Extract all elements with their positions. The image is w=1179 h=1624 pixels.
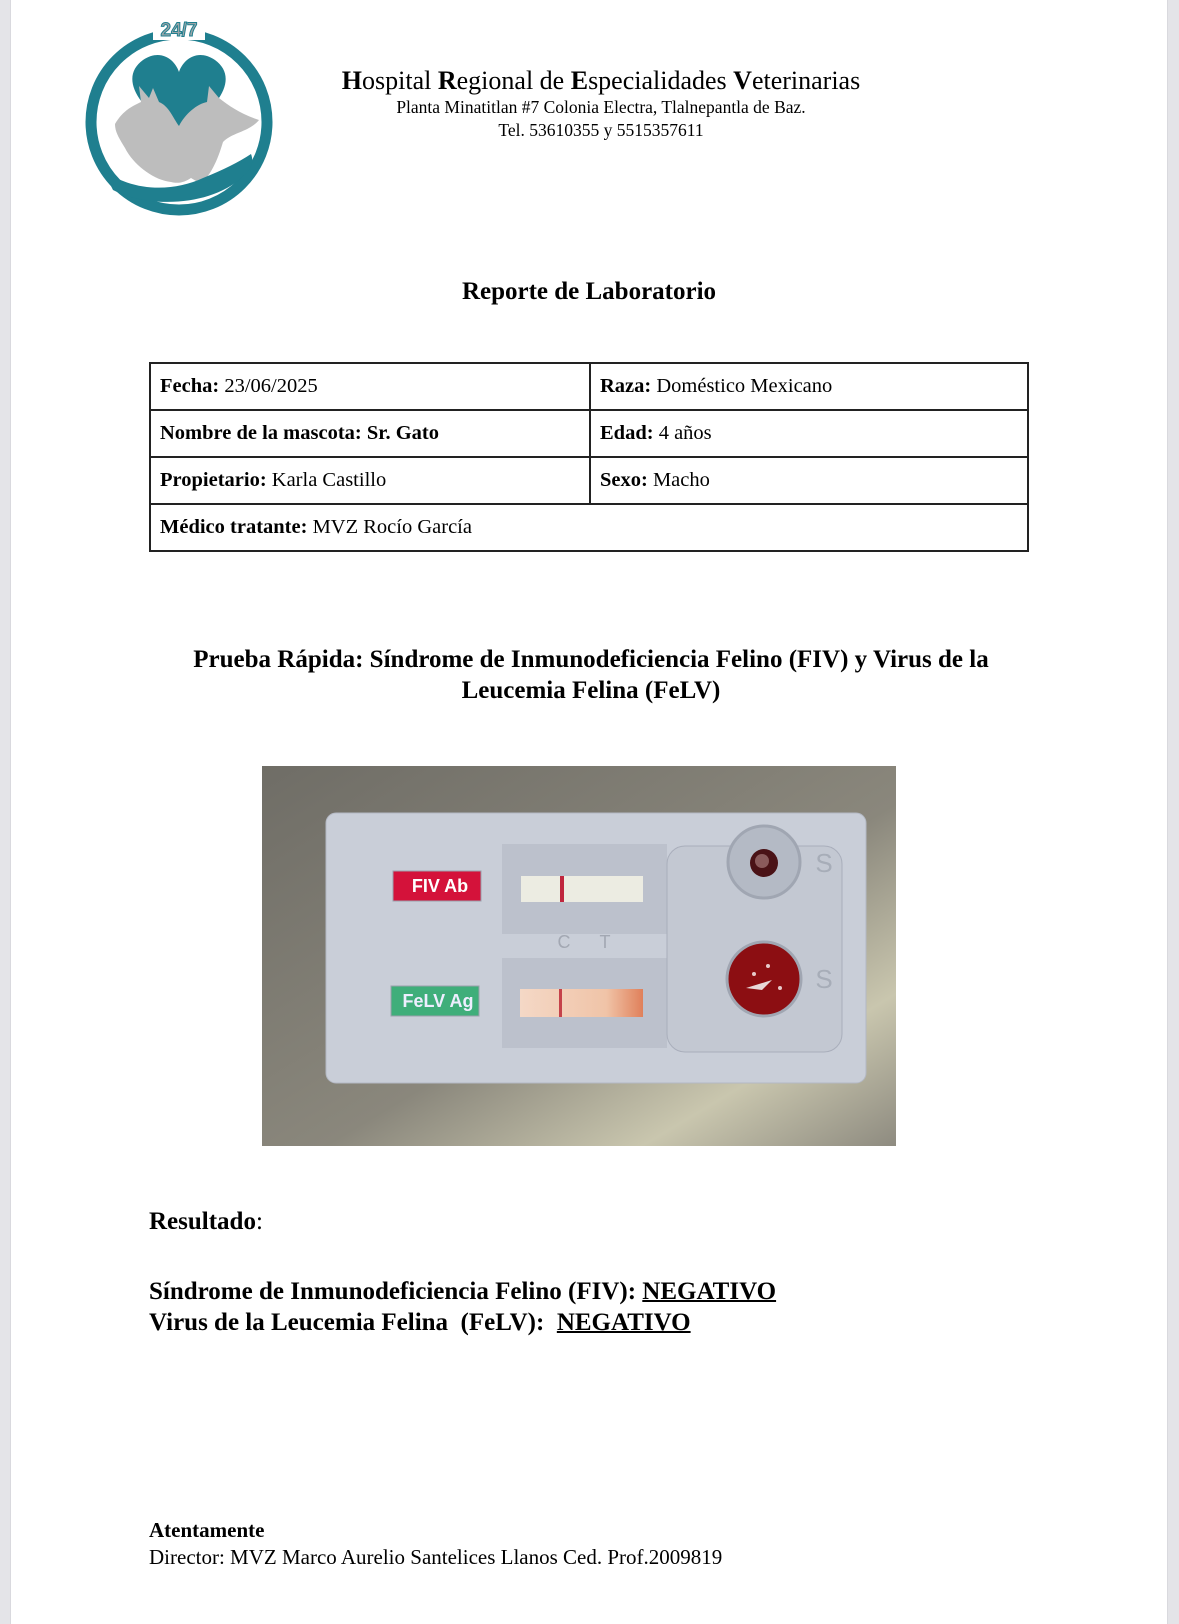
patient-info-table — [149, 362, 1029, 552]
logo-badge: 24/7 — [160, 20, 198, 41]
edad-cell: Edad: 4 años — [590, 410, 1028, 457]
mascota-cell: Nombre de la mascota: Sr. Gato — [150, 410, 590, 457]
report-title: Reporte de Laboratorio — [461, 278, 717, 305]
control-mark: C — [557, 932, 571, 952]
test-title: Prueba Rápida: Síndrome de Inmunodeficiencia Felino (FIV) y Virus de la Leucemia Felina (FeLV) — [193, 646, 989, 704]
sample-mark-fiv: S — [815, 848, 833, 878]
felv-result-value: NEGATIVO — [556, 1309, 691, 1336]
table-row — [150, 363, 1028, 410]
fiv-test-strip — [521, 876, 643, 902]
fiv-label: FIV Ab — [411, 876, 469, 896]
director-signature: Director: MVZ Marco Aurelio Santelices Llanos Ced. Prof.2009819 — [149, 1545, 723, 1569]
sexo-cell: Sexo: Macho — [590, 457, 1028, 504]
table-row — [150, 410, 1028, 457]
document-page — [10, 0, 1168, 1624]
table-row — [150, 504, 1028, 551]
table-row — [150, 457, 1028, 504]
fiv-control-line — [560, 876, 564, 902]
propietario-cell: Propietario: Karla Castillo — [150, 457, 590, 504]
hospital-address: Planta Minatitlan #7 Colonia Electra, Tlalnepantla de Baz. — [396, 97, 806, 117]
felv-result: Virus de la Leucemia Felina (FeLV): NEGATIVO — [149, 1309, 691, 1336]
hospital-phone: Tel. 53610355 y 5515357611 — [498, 120, 704, 140]
felv-sample-well — [727, 942, 801, 1016]
sample-mark-felv: S — [815, 964, 833, 994]
fiv-result-value: NEGATIVO — [642, 1278, 777, 1305]
hospital-logo — [73, 14, 285, 224]
medico-cell: Médico tratante: MVZ Rocío García — [150, 504, 1028, 551]
test-cassette-photo — [262, 766, 896, 1146]
fiv-result: Síndrome de Inmunodeficiencia Felino (FIV): NEGATIVO — [149, 1278, 777, 1305]
result-heading: Resultado: — [149, 1208, 263, 1235]
raza-cell: Raza: Doméstico Mexicano — [590, 363, 1028, 410]
test-mark: T — [599, 932, 611, 952]
hospital-name: Hospital Regional de Especialidades Veterinarias — [341, 66, 861, 95]
felv-label: FeLV Ag — [402, 991, 474, 1011]
closing: Atentamente — [149, 1518, 265, 1542]
fecha-cell: Fecha: 23/06/2025 — [150, 363, 590, 410]
felv-test-strip — [520, 989, 643, 1017]
felv-control-line — [559, 989, 562, 1017]
